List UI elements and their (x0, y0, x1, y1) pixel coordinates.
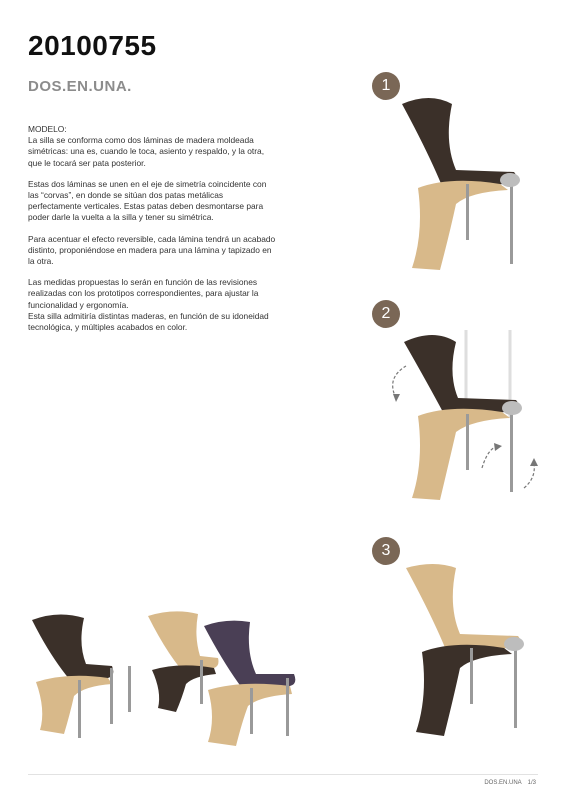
chair-illustration-step-1 (390, 92, 540, 272)
step-badge-2: 2 (372, 300, 400, 328)
chairs-group-illustration (28, 600, 318, 750)
paragraph-3: Para acentuar el efecto reversible, cada lámina tendrá un acabado distinto, proponiéndose en madera para una lámina y tapizado en la otra. (28, 233, 276, 267)
footer (478, 780, 536, 786)
page-number: 1/3 (527, 780, 536, 786)
chair-illustration-step-3 (394, 560, 544, 740)
step-badge-1: 1 (372, 72, 400, 100)
document-code: 20100755 (28, 30, 157, 61)
chair-illustration-step-2 (384, 328, 544, 508)
paragraph-1: La silla se conforma como dos láminas de madera moldeada simétricas: una es, cuando le toca, asiento y respaldo, y la otra, que le tocará ser pata posterior. (28, 135, 265, 168)
model-heading: MODELO: (28, 124, 67, 134)
footer-divider (28, 774, 538, 775)
description-text (28, 124, 278, 343)
paragraph-4: Las medidas propuestas lo serán en función de las revisiones realizadas con los prototipos correspondientes, para ajustar la funcionalidad y ergonomía. (28, 277, 259, 310)
paragraph-5: Esta silla admitiría distintas maderas, en función de su idoneidad tecnológica, y múltiples acabados en color. (28, 310, 269, 333)
step-badge-3: 3 (372, 537, 400, 565)
paragraph-2: Estas dos láminas se unen en el eje de simetría coincidente con las “corvas”, en donde se sitúan dos patas metálicas perfectamente verticales. Estas patas deben desmontarse para poder darle la vuelta a la silla y tener su simétrica. (28, 178, 267, 223)
footer-label: DOS.EN.UNA (484, 780, 522, 786)
rotate-arrow-left-icon (393, 366, 406, 398)
product-name: DOS.EN.UNA. (28, 78, 132, 95)
